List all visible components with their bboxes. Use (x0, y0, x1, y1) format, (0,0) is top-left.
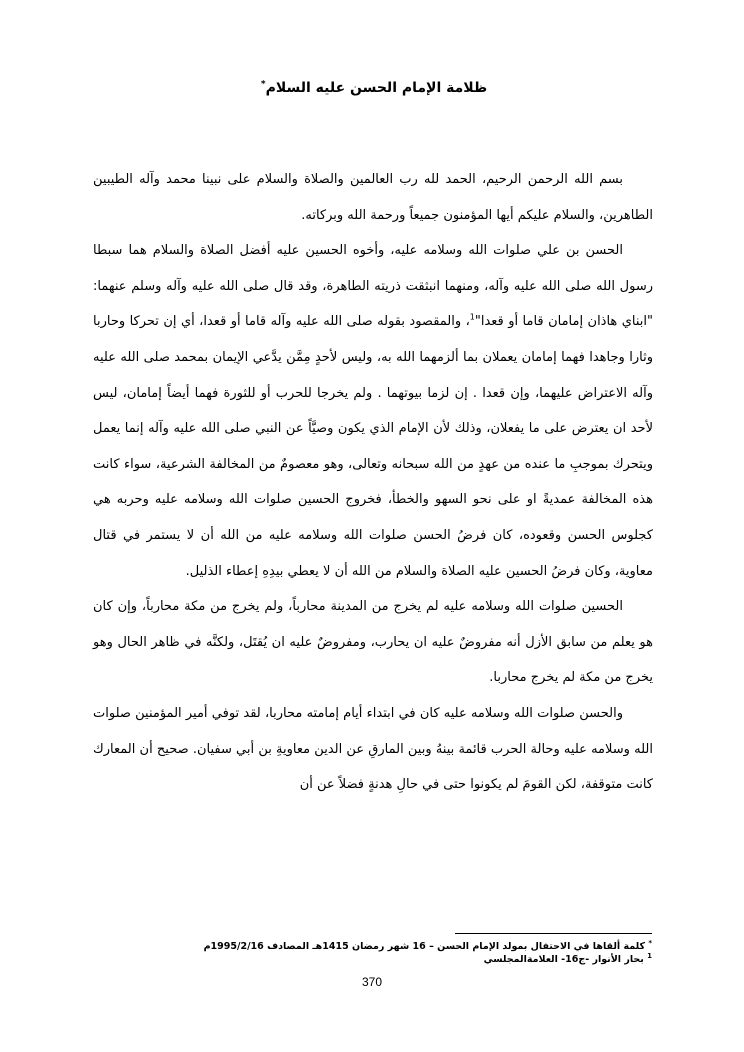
paragraph-3: الحسين صلوات الله وسلامه عليه لم يخرج من المدينة محارباً، ولم يخرج من مكة محارباً، وإن كان هو يعلم من سابق الأزل أنه مفروضٌ عليه ان يحارب، ومفروضٌ عليه ان يُقتَل، ولكنَّه في ظاهر الحال وهو يخرج من مكة لم يخرج محاربا. (93, 599, 653, 686)
page-number: 370 (361, 975, 383, 989)
paragraph-2 (93, 233, 653, 589)
footnote-2-mark: 1 (647, 951, 652, 960)
title-footnote-mark: * (260, 79, 266, 90)
paragraph-4: والحسن صلوات الله وسلامه عليه كان في ابتداء أيام إمامته محاربا، لقد توفي أمير المؤمنين صلوات الله وسلامه عليه وحالة الحرب قائمة بينهُ وبين المارقِ عن الدين معاويةِ بن أبي سفيان. صحيح أن المعارك كانت متوقفة، لكن القومَ لم يكونوا حتى في حالِ هدنةٍ فضلاً عن أن (93, 705, 653, 793)
footnote-2 (200, 953, 652, 966)
paragraph-2-part-1: الحسن بن علي صلوات الله وسلامه عليه، وأخوه الحسين عليه أفضل الصلاة والسلام هما سبطا رسول الله صلى الله عليه وآله، ومنهما انبثقت ذريته الطاهرة، وقد قال صلى الله عليه وآله وسلم عنهما: "ابناي هاذان إمامان قاما أو قعدا" (93, 243, 653, 330)
footnote-separator (455, 933, 652, 934)
footnote-1-mark: * (648, 938, 652, 947)
footnote-ref-1: 1 (469, 313, 475, 323)
footnote-1 (200, 940, 652, 953)
paragraph-1: بسم الله الرحمن الرحيم، الحمد لله رب العالمين والصلاة والسلام على نبينا محمد وآله الطيبين الطاهرين، والسلام عليكم أيها المؤمنون جميعاً ورحمة الله وبركاته. (93, 172, 653, 223)
footnotes (200, 940, 652, 966)
paragraph-2-part-2: ، والمقصود بقوله صلى الله عليه وآله قاما أو قعدا، أي إن تحركا وحاربا وثارا وجاهدا فهما إمامان يعملان بما ألزمهما الله به، وليس لأحدٍ مِمَّن يدَّعي الإيمان بمحمد صلى الله عليه وآله الاعتراض عليهما، وإن قعدا . إن لزما بيوتهما . ولم يخرجا للحرب أو للثورة فهما أيضاً إمامان، ليس لأحد ان يعترض على ما يفعلان، وذلك لأن الإمام الذي يكون وصيَّاً عن النبي صلى الله عليه وآله إنما يعمل ويتحرك بموجبِ ما عنده من عهدٍ من الله سبحانه وتعالى، وهو معصومٌ من المخالفة الشرعية، سواء كانت هذه المخالفة عمديةً او على نحو السهو والخطأ، فخروج الحسين صلوات الله وسلامه عليه وحربه هي كجلوس الحسن وقعوده، كان فرضُ الحسن صلوات الله وسلامه عليه من الله أن لا يستمر في قتال معاوية، وكان فرضُ الحسين عليه الصلاة والسلام من الله أن لا يعطي بيدِهِ إعطاء الذليل. (93, 314, 653, 579)
page-title (96, 78, 652, 98)
footnote-1-text: كلمة ألقاها في الاحتفال بمولد الإمام الحسن – 16 شهر رمضان 1415هـ المصادف 1995/2/16م (203, 941, 646, 952)
body-text (93, 162, 653, 803)
title-text: ظلامة الإمام الحسن عليه السلام (265, 80, 488, 96)
footnote-2-text: بحار الأنوار -ج16- العلامةالمجلسي (483, 954, 644, 965)
